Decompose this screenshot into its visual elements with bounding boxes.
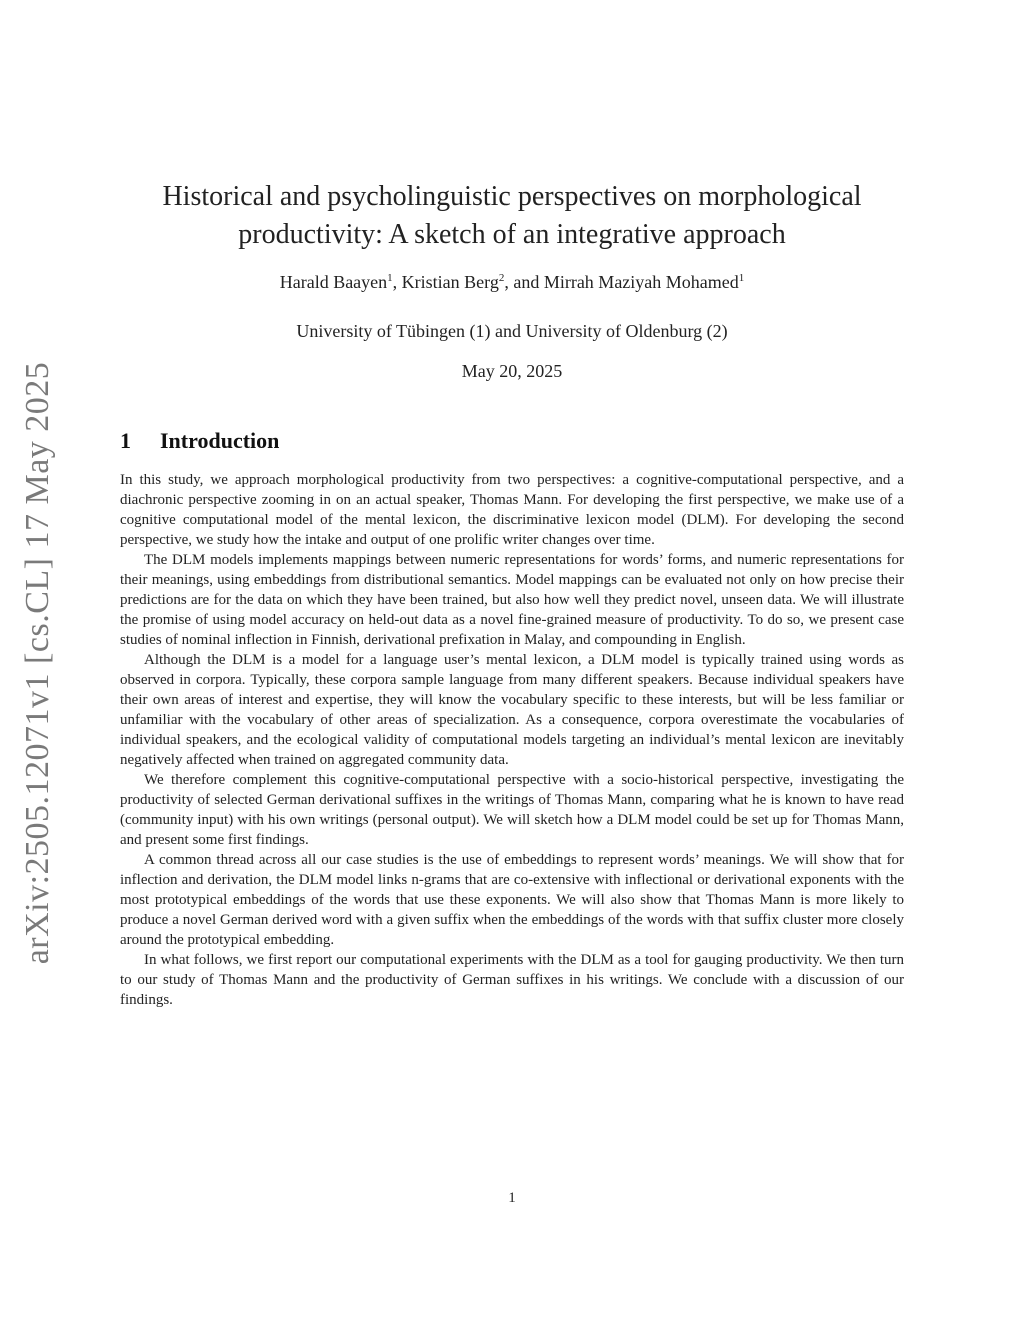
author-name: Harald Baayen <box>279 272 388 292</box>
author-name: Kristian Berg <box>401 272 499 292</box>
paragraph: Although the DLM is a model for a language user’s mental lexicon, a DLM model is typically trained using words as observed in corpora. Typically, these corpora sample language from many different speakers. Because individual speakers have their own areas of interest and expertise, they will know the vocabulary specific to these interests, but will be less familiar or unfamiliar with the vocabulary of other areas of specialization. As a consequence, corpora overestimate the vocabularies of individual speakers, and the ecological validity of computational models targeting an individual’s mental lexicon are inevitably negatively affected when trained on aggregated community data. <box>120 652 904 768</box>
author-separator: , and <box>504 272 544 292</box>
section-body <box>120 470 904 1010</box>
arxiv-identifier-stamp: arXiv:2505.12071v1 [cs.CL] 17 May 2025 <box>19 361 56 965</box>
title-line-1: Historical and psycholinguistic perspectives on morphological <box>162 181 862 212</box>
section-heading <box>120 428 279 454</box>
section-number: 1 <box>120 428 131 453</box>
title-line-2: productivity: A sketch of an integrative approach <box>238 219 786 250</box>
paragraph: The DLM models implements mappings between numeric representations for words’ forms, and numeric representations for their meanings, using embeddings from distributional semantics. Model mappings can be evaluated not only on how precise their predictions are for the data on which they have been trained, but also how well they predict novel, unseen data. We will illustrate the promise of using model accuracy on held-out data as a novel fine-grained measure of productivity. To do so, we present case studies of nominal inflection in Finnish, derivational prefixation in Malay, and compounding in English. <box>120 552 904 648</box>
paragraph: A common thread across all our case studies is the use of embeddings to represent words’ meanings. We will show that for inflection and derivation, the DLM model links n-grams that are co-extensive with inflectional or derivational exponents with the most prototypical embeddings of the words that use these exponents. We will also show that Thomas Mann is more likely to produce a novel German derived word with a given suffix when the embeddings of the words with that suffix cluster more closely around the prototypical embedding. <box>120 852 904 948</box>
section-title: Introduction <box>160 428 280 453</box>
author-affiliation-mark: 1 <box>387 272 393 284</box>
paragraph: In what follows, we first report our computational experiments with the DLM as a tool for gauging productivity. We then turn to our study of Thomas Mann and the productivity of German suffixes in his writings. We conclude with a discussion of our findings. <box>120 952 904 1008</box>
publication-date: May 20, 2025 <box>461 361 563 381</box>
paper-title <box>120 178 904 254</box>
author-affiliation-mark: 1 <box>738 272 745 284</box>
paragraph: We therefore complement this cognitive-computational perspective with a socio-historical perspective, investigating the productivity of selected German derivational suffixes in the writings of Thomas Mann, comparing what he is known to have read (community input) with his own writings (personal output). We will sketch how a DLM model could be set up for Thomas Mann, and present some first findings. <box>120 772 904 848</box>
author-list <box>120 272 904 293</box>
affiliations: University of Tübingen (1) and University of Oldenburg (2) <box>296 321 728 341</box>
page-number: 1 <box>508 1190 516 1206</box>
author-affiliation-mark: 2 <box>498 272 505 284</box>
paragraph: In this study, we approach morphological productivity from two perspectives: a cognitive-computational perspective, and a diachronic perspective zooming in on an actual speaker, Thomas Mann. For developing the first perspective, we make use of a cognitive computational model of the mental lexicon, the discriminative lexicon model (DLM). For developing the second perspective, we study how the intake and output of one prolific writer changes over time. <box>120 472 904 548</box>
author-name: Mirrah Maziyah Mohamed <box>543 272 739 292</box>
author-separator: , <box>392 272 402 292</box>
